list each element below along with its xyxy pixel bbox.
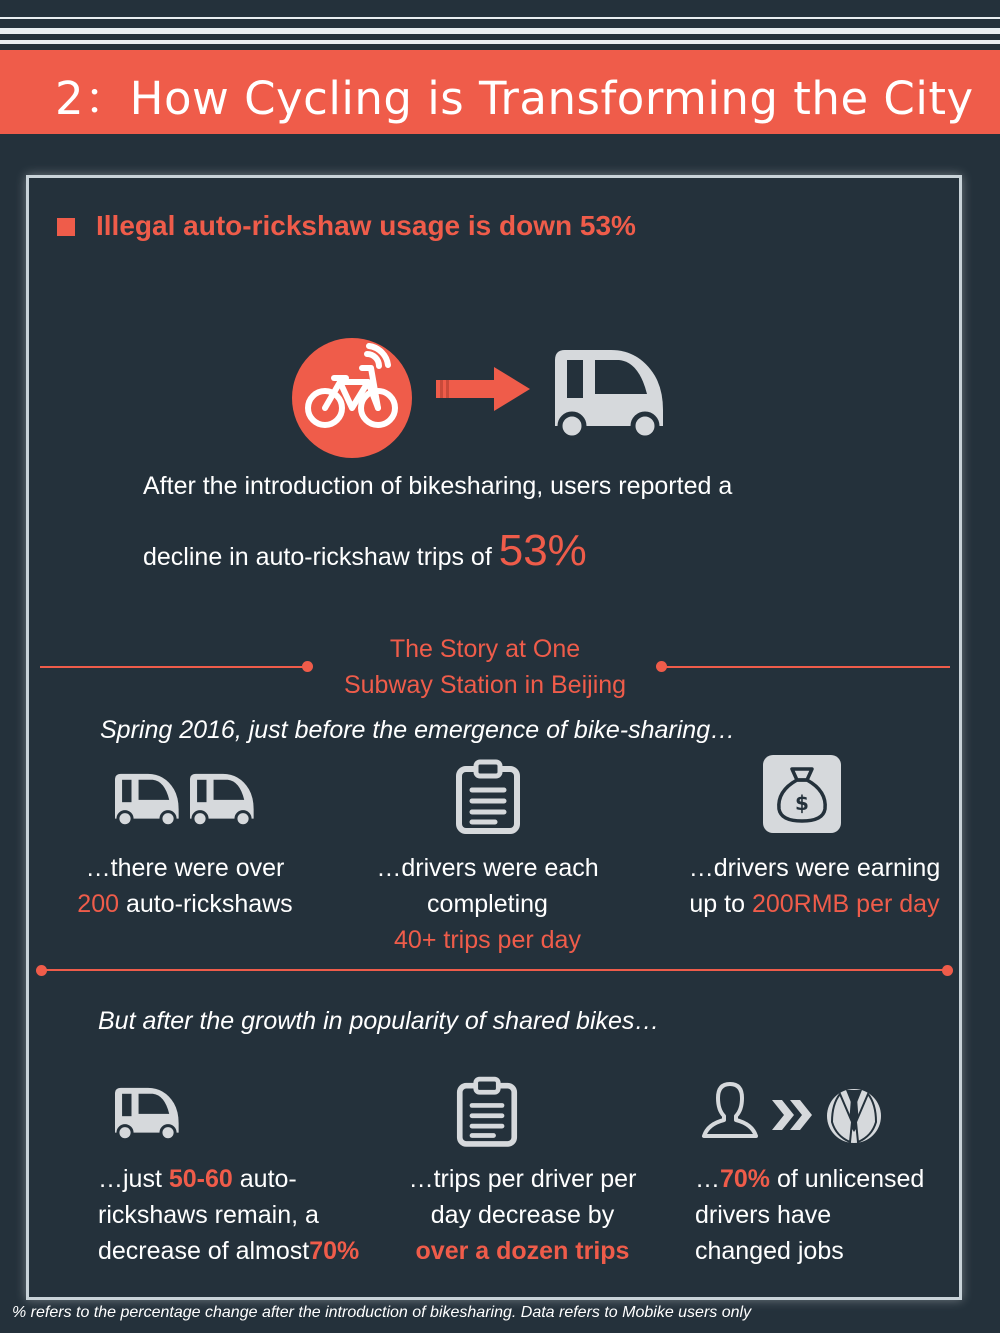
businessman-icon bbox=[826, 1088, 882, 1144]
after-rickshaws-number: 50-60 bbox=[168, 1165, 233, 1193]
after-rickshaws-line2: rickshaws remain, a bbox=[98, 1201, 319, 1229]
before-earnings-line1: …drivers were earning bbox=[688, 854, 941, 882]
before-earnings-line2 bbox=[672, 886, 957, 922]
story-title-line1: The Story at One bbox=[389, 635, 581, 663]
after-drivers-line3: changed jobs bbox=[695, 1237, 844, 1265]
before-rickshaws-number: 200 bbox=[77, 890, 120, 918]
after-rickshaws-percent: 70% bbox=[309, 1237, 360, 1265]
bullet-square bbox=[57, 218, 75, 236]
auto-rickshaw-icon bbox=[115, 1086, 181, 1144]
after-drivers-p1: … bbox=[695, 1165, 720, 1193]
before-trips-line2: completing bbox=[427, 890, 548, 918]
before-rickshaws-rest: auto-rickshaws bbox=[119, 890, 293, 918]
before-trips-text bbox=[345, 850, 630, 958]
double-chevron-icon bbox=[772, 1098, 816, 1132]
intro-text-line2 bbox=[143, 526, 587, 576]
after-trips-line1: …trips per driver per bbox=[408, 1165, 637, 1193]
after-drivers-text bbox=[695, 1161, 955, 1269]
auto-rickshaw-icon bbox=[555, 350, 667, 442]
after-drivers-percent: 70% bbox=[720, 1165, 771, 1193]
svg-text:$: $ bbox=[795, 791, 809, 815]
before-earnings-prefix: up to bbox=[689, 890, 752, 918]
intro-text-line2-label: decline in auto-rickshaw trips of bbox=[143, 543, 492, 571]
before-trips-highlight: 40+ trips per day bbox=[394, 926, 581, 954]
auto-rickshaw-icon bbox=[115, 772, 181, 830]
after-trips-line2: day decrease by bbox=[430, 1201, 615, 1229]
before-heading: Spring 2016, just before the emergence of bike-sharing… bbox=[100, 716, 736, 744]
after-heading: But after the growth in popularity of shared bikes… bbox=[98, 1007, 660, 1035]
after-trips-text bbox=[380, 1161, 665, 1269]
before-earnings-highlight: 200RMB per day bbox=[751, 890, 940, 918]
arrow-right-icon bbox=[436, 365, 532, 413]
story-title-line2: Subway Station in Beijing bbox=[343, 671, 627, 699]
before-rickshaws-text bbox=[40, 850, 330, 922]
story-divider-left bbox=[40, 666, 306, 668]
bike-icon bbox=[292, 338, 412, 458]
clipboard-icon bbox=[455, 760, 521, 834]
after-drivers-p2: of unlicensed bbox=[770, 1165, 925, 1193]
after-rickshaws-text bbox=[98, 1161, 388, 1269]
after-rickshaws-p1: …just bbox=[98, 1165, 169, 1193]
section-headline: Illegal auto-rickshaw usage is down 53% bbox=[96, 210, 636, 241]
top-rule-medium bbox=[0, 40, 1000, 44]
intro-text-line1: After the introduction of bikesharing, users reported a bbox=[143, 472, 733, 500]
after-trips-highlight: over a dozen trips bbox=[415, 1237, 630, 1265]
after-rickshaws-line1 bbox=[98, 1161, 388, 1197]
after-rickshaws-line3-text: decrease of almost bbox=[98, 1237, 310, 1265]
before-earnings-text bbox=[672, 850, 957, 922]
mid-divider bbox=[42, 969, 948, 971]
after-rickshaws-line3 bbox=[98, 1233, 388, 1269]
mid-divider-right-dot bbox=[942, 965, 953, 976]
before-rickshaws-line2 bbox=[40, 886, 330, 922]
after-drivers-line1 bbox=[695, 1161, 955, 1197]
page-title: 2：How Cycling is Transforming the City bbox=[55, 72, 974, 125]
clipboard-icon bbox=[456, 1076, 518, 1148]
after-drivers-line2: drivers have bbox=[695, 1201, 832, 1229]
top-rule-thin bbox=[0, 17, 1000, 19]
story-divider-right bbox=[664, 666, 950, 668]
after-rickshaws-p2: auto- bbox=[232, 1165, 297, 1193]
money-bag-icon bbox=[763, 755, 841, 833]
auto-rickshaw-icon bbox=[190, 772, 256, 830]
intro-percent: 53% bbox=[498, 526, 587, 575]
before-rickshaws-line1: …there were over bbox=[85, 854, 285, 882]
footnote: % refers to the percentage change after the introduction of bikesharing. Data refers to Mobike users only bbox=[12, 1304, 752, 1321]
before-trips-line1: …drivers were each bbox=[376, 854, 599, 882]
top-rule-thick bbox=[0, 28, 1000, 34]
person-icon bbox=[700, 1080, 760, 1140]
